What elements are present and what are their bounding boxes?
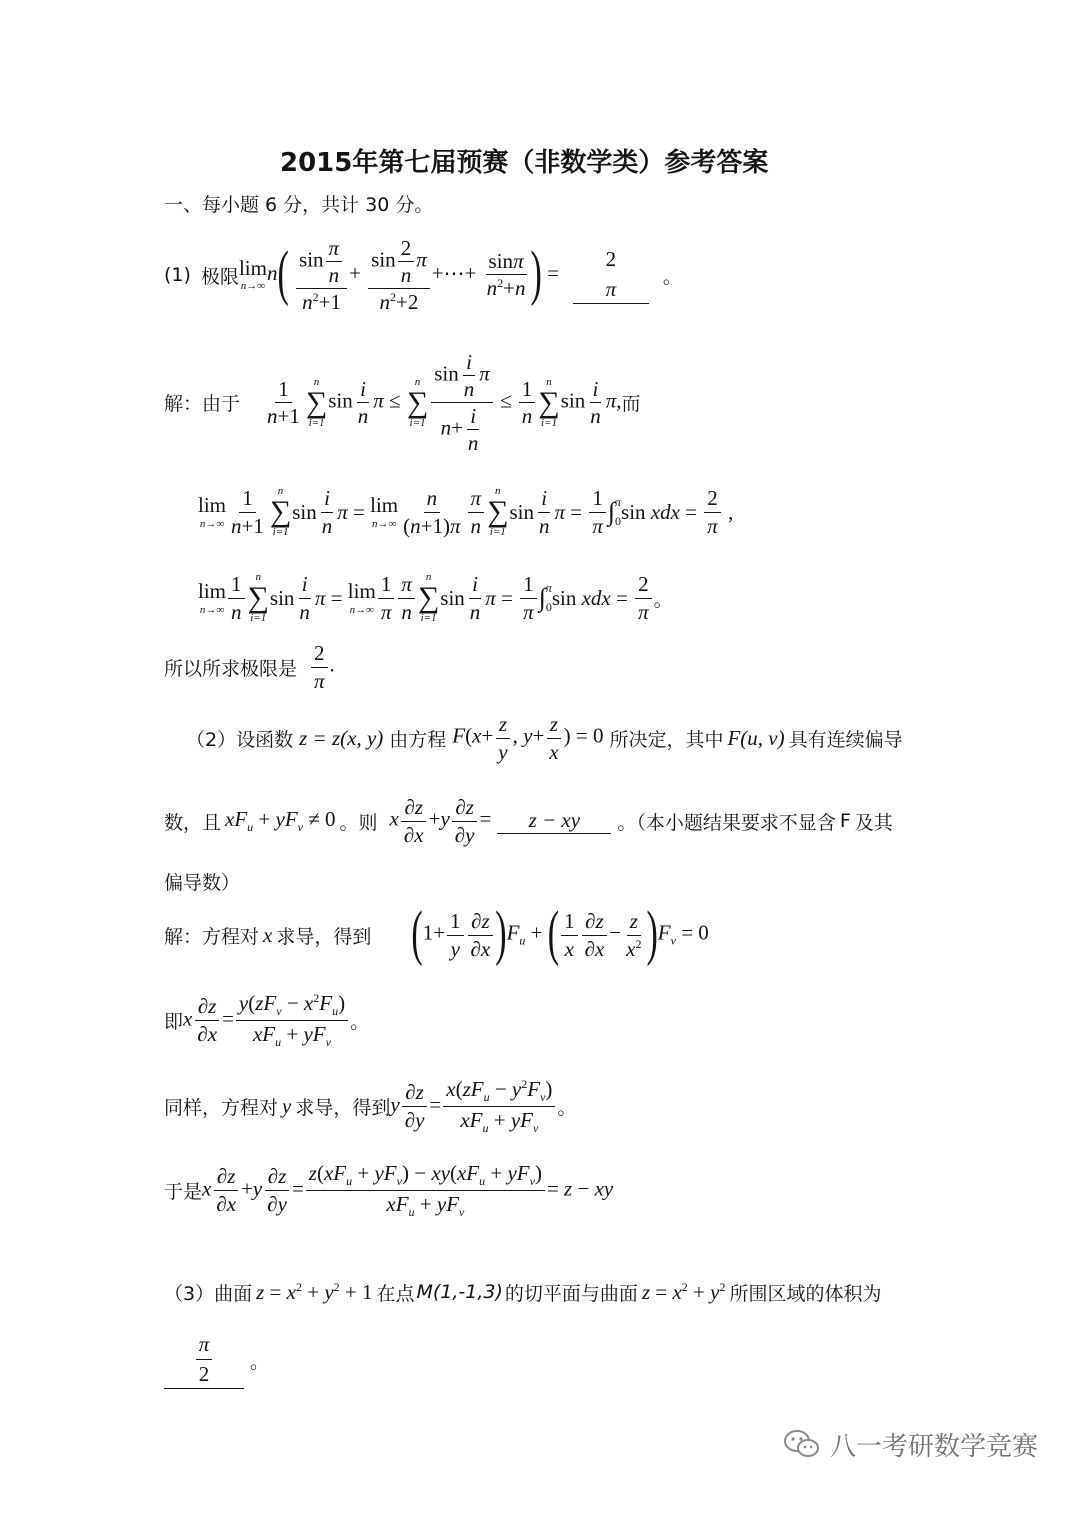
problem-2-solution-2: 即 x $\frac{\partial z}{\partial x}$ = $\frac{y(zF_v - x^2F_u)}{xF_u + yF_v}$ 。 bbox=[164, 990, 370, 1049]
watermark: 八一考研数学竞赛 bbox=[782, 1424, 1038, 1464]
problem-1-label: (1) bbox=[164, 264, 191, 286]
problem-2-solution-1: 解：方程对 x 求导，得到 (1+ $\frac{1}{y}$ $\frac{\partial z}{\partial x}$ )$F_u$ + ( $\frac{1}{x}$ $\frac{\partial z}{\partial x}$ − $\frac{z}{x^2}$ )$F_v = 0$ bbox=[164, 900, 709, 968]
problem-1-statement: (1) 极限 lim n→∞ n( sin $\frac{\pi}{n}$ $n^2+1$ + sin $\frac{2}{n}$ π $n^2+2$ +⋯+ $\frac{\sin\pi}{n^2+n}$ ) = 2 π 。 bbox=[164, 235, 682, 315]
problem-1-formula: lim n→∞ n( sin $\frac{\pi}{n}$ $n^2+1$ + sin $\frac{2}{n}$ π $n^2+2$ +⋯+ $\frac{\sin\pi}{n^2+n}$ ) = bbox=[238, 235, 559, 315]
wechat-icon bbox=[782, 1428, 822, 1460]
problem-1-limit-1: lim n→∞ $\frac{1}{n+1}$ n ∑ i=1 sin $\frac{i}{n}$ π = lim n→∞ $\frac{n}{(n+1)\pi}$ $\frac{\pi}{n}$ n ∑ i=1 sin $\frac{i}{n}$ π = $\frac{1}{\pi}$ ∫ π 0 sin xdx = $\frac{2}{\pi}$ , bbox=[198, 485, 734, 538]
problem-2-solution-3: 同样，方程对 y 求导，得到 y $\frac{\partial z}{\partial y}$ = $\frac{x(zF_u - y^2F_v)}{xF_u + yF_v}$ 。 bbox=[164, 1076, 577, 1135]
problem-3-answer: $\frac{\pi}{2}$ bbox=[164, 1331, 244, 1390]
problem-1-limit-2: lim n→∞ $\frac{1}{n}$ n ∑ i=1 sin $\frac{i}{n}$ π = lim n→∞ $\frac{1}{\pi}$ $\frac{\pi}{n}$ n ∑ i=1 sin $\frac{i}{n}$ π = $\frac{1}{\pi}$ ∫ π 0 sin xdx = $\frac{2}{\pi}$ 。 bbox=[198, 571, 673, 624]
problem-2-statement-2: 数，且 $xF_u + yF_v \ne 0$ 。则 x $\frac{\partial z}{\partial x}$ +y $\frac{\partial z}{\partial y}$ = z − xy 。（本小题结果要求不显含 F 及其 bbox=[164, 795, 893, 847]
problem-2-statement: （2） 设函数 z = z(x, y) 由方程 F(x+ $\frac{z}{y}$ , y+ $\frac{z}{x}$ ) = 0 所决定，其中 F(u, v) 具有连续偏导 bbox=[186, 712, 903, 764]
problem-1-conclusion: 所以所求极限是 $\frac{2}{\pi}$ . bbox=[164, 641, 335, 693]
problem-1-answer: 2 π bbox=[573, 246, 649, 304]
problem-3-answer-line: $\frac{\pi}{2}$ 。 bbox=[164, 1332, 269, 1388]
problem-3-statement: （3） 曲面 $z = x^2 + y^2 + 1$ 在点 M(1,-1,3) 的切平面与曲面 $z = x^2 + y^2$ 所围区域的体积为 bbox=[164, 1279, 882, 1305]
problem-1-solution-inequality: 解：由于 $\frac{1}{n+1}$ n ∑ i=1 sin $\frac{i}{n}$ π ≤ n ∑ i=1 sin $\frac{i}{n}$ π n+ $\frac{i}{n}$ ≤ $\frac{1}{n}$ n ∑ i=1 sin $\frac{i}{n}$ π, 而 bbox=[164, 349, 641, 456]
section-header: 一、每小题 6 分，共计 30 分。 bbox=[164, 194, 434, 216]
problem-2-answer: z − xy bbox=[497, 808, 611, 834]
page-title: 2015年第七届预赛（非数学类）参考答案 bbox=[280, 148, 769, 178]
problem-2-solution-4: 于是 x $\frac{\partial z}{\partial x}$ +y $\frac{\partial z}{\partial y}$ = $\frac{z(xF_u + yF_v) - xy(xF_u + yF_v)}{xF_u + yF_v}$ = z − xy bbox=[164, 1160, 614, 1219]
problem-2-statement-3: 偏导数） bbox=[164, 872, 241, 894]
